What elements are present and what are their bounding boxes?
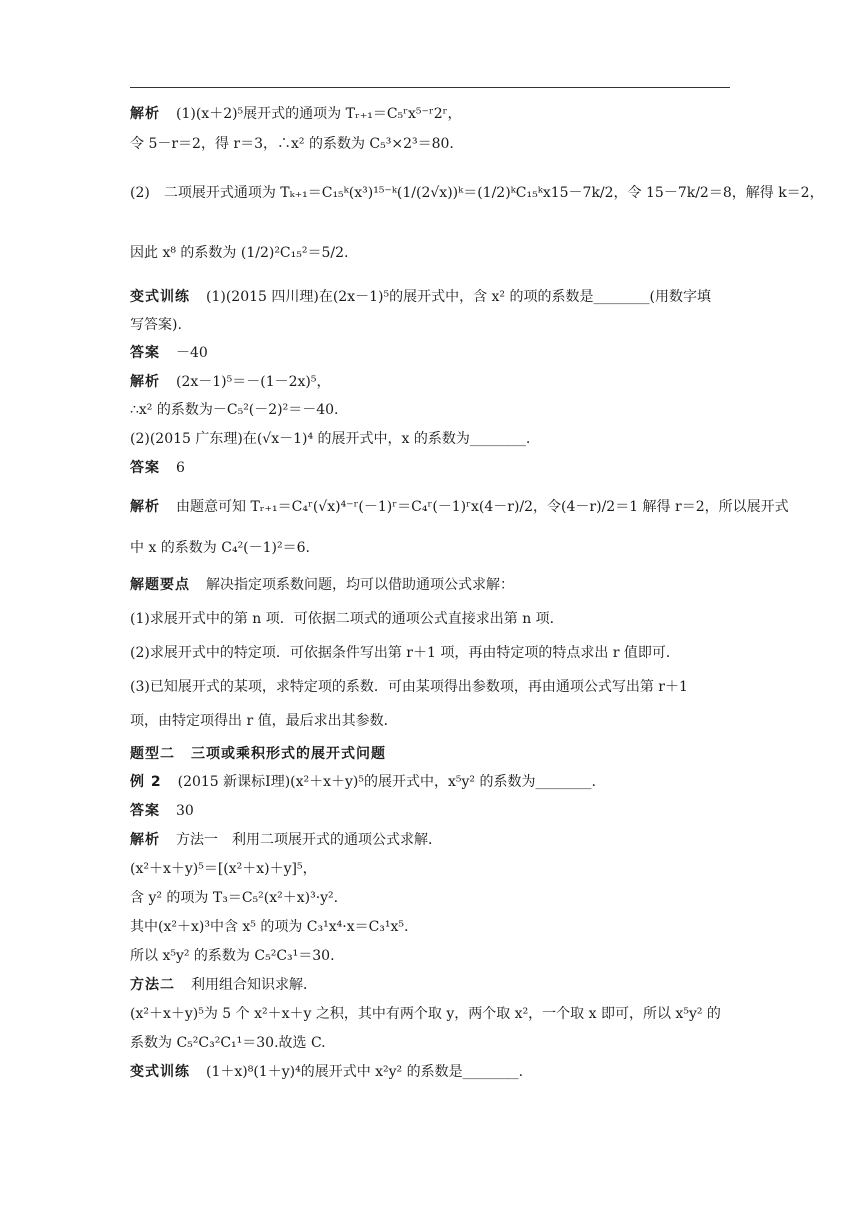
text-line [130, 946, 335, 966]
line-text: (2) 二项展开式通项为 Tₖ₊₁＝C₁₅ᵏ(x³)¹⁵⁻ᵏ(1/(2√x))ᵏ＝(1/2)ᵏC₁₅ᵏx15－7k/2，令 15－7k/2＝8，解得 k＝2， [130, 185, 824, 201]
text-line [130, 859, 317, 879]
line-text: －40 [176, 345, 208, 361]
line-text: 方法一 利用二项展开式的通项公式求解． [176, 832, 442, 848]
line-text: (2015 新课标Ⅰ理)(x²＋x＋y)⁵的展开式中，x⁵y² 的系数为________. [177, 774, 596, 790]
line-text: (x²＋x＋y)⁵为 5 个 x²＋x＋y 之积，其中有两个取 y，两个取 x²，一个取 x 即可，所以 x⁵y² 的 [130, 1006, 721, 1022]
line-text: (2)求展开式中的特定项．可依据条件写出第 r＋1 项，再由特定项的特点求出 r 值即可． [130, 645, 680, 661]
line-text: 令 5－r＝2，得 r＝3，∴x² 的系数为 C₅³×2³＝80. [130, 136, 454, 152]
line-text: 含 y² 的项为 T₃＝C₅²(x²＋x)³·y². [130, 890, 339, 906]
section-label: 答案 [130, 460, 160, 476]
section-label: 解析 [130, 374, 160, 390]
text-line [130, 243, 348, 263]
line-text: 由题意可知 Tᵣ₊₁＝C₄ʳ(√x)⁴⁻ʳ(－1)ʳ＝C₄ʳ(－1)ʳx(4－r)/2，令(4－r)/2＝1 解得 r＝2，所以展开式 [176, 499, 789, 515]
line-text: 利用组合知识求解． [191, 977, 317, 993]
text-line [130, 677, 688, 697]
line-text: 解决指定项系数问题，均可以借助通项公式求解： [206, 577, 514, 593]
line-text: (1＋x)⁸(1＋y)⁴的展开式中 x²y² 的系数是________. [206, 1064, 524, 1080]
line-text: 项，由特定项得出 r 值，最后求出其参数． [130, 713, 398, 729]
line-text: (3)已知展开式的某项，求特定项的系数．可由某项得出参数项，再由通项公式写出第 r＋1 [130, 679, 688, 695]
section-label: 方法二 [130, 977, 175, 993]
text-line [130, 830, 442, 850]
text-line [130, 183, 824, 203]
text-line [130, 711, 398, 731]
section-label: 变式训练 [130, 289, 190, 305]
section-label: 题型二 [130, 746, 175, 762]
text-line [130, 458, 185, 478]
text-line [130, 1004, 721, 1024]
section-label: 答案 [130, 345, 160, 361]
text-line [130, 497, 789, 517]
text-line [130, 372, 331, 392]
text-line [130, 801, 194, 821]
section-label: 解题要点 [130, 577, 190, 593]
section-label: 解析 [130, 106, 160, 122]
text-line [130, 917, 408, 937]
section-label: 解析 [130, 832, 160, 848]
line-text: (1)求展开式中的第 n 项．可依据二项式的通项公式直接求出第 n 项． [130, 611, 564, 627]
line-text: (2x－1)⁵＝－(1－2x)⁵， [176, 374, 331, 390]
section-label: 答案 [130, 803, 160, 819]
text-line [130, 575, 514, 595]
line-text: (2)(2015 广东理)在(√x－1)⁴ 的展开式中，x 的系数为________. [130, 431, 531, 447]
text-line [130, 744, 386, 764]
text-line [130, 343, 208, 363]
line-text: 三项或乘积形式的展开式问题 [191, 746, 386, 762]
text-line [130, 975, 317, 995]
line-text: (1)(x＋2)⁵展开式的通项为 Tᵣ₊₁＝C₅ʳx⁵⁻ʳ2ʳ， [176, 106, 462, 122]
line-text: 6 [176, 460, 185, 476]
text-line [130, 1062, 523, 1082]
text-line [130, 1033, 326, 1053]
section-label: 例 2 [130, 774, 162, 790]
section-label: 变式训练 [130, 1064, 190, 1080]
text-line [130, 287, 711, 307]
top-rule [130, 87, 730, 88]
text-line [130, 400, 339, 420]
line-text: 写答案). [130, 317, 182, 333]
text-line [130, 538, 310, 558]
text-line [130, 429, 530, 449]
line-text: 因此 x⁸ 的系数为 (1/2)²C₁₅²＝5/2. [130, 245, 349, 261]
text-line [130, 643, 680, 663]
text-line [130, 772, 596, 792]
text-line [130, 609, 564, 629]
text-line [130, 134, 454, 154]
line-text: 所以 x⁵y² 的系数为 C₅²C₃¹＝30. [130, 948, 335, 964]
line-text: 30 [176, 803, 194, 819]
text-line [130, 888, 338, 908]
line-text: ∴x² 的系数为－C₅²(－2)²＝－40. [130, 402, 339, 418]
section-label: 解析 [130, 499, 160, 515]
line-text: 其中(x²＋x)³中含 x⁵ 的项为 C₃¹x⁴·x＝C₃¹x⁵. [130, 919, 409, 935]
line-text: 中 x 的系数为 C₄²(－1)²＝6. [130, 540, 310, 556]
line-text: 系数为 C₅²C₃²C₁¹＝30.故选 C. [130, 1035, 326, 1051]
text-line [130, 315, 182, 335]
line-text: (x²＋x＋y)⁵＝[(x²＋x)＋y]⁵， [130, 861, 317, 877]
text-line [130, 104, 462, 124]
line-text: (1)(2015 四川理)在(2x－1)⁵的展开式中，含 x² 的项的系数是________(用数字填 [206, 289, 711, 305]
